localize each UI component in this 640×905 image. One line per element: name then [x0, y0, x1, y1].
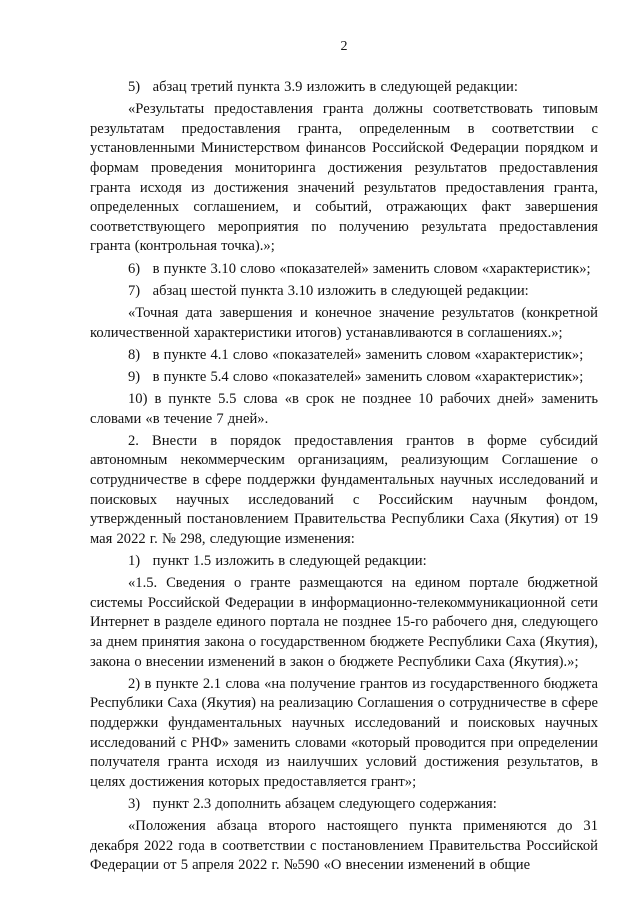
paragraph-quote-1-5: «1.5. Сведения о гранте размещаются на едином портале бюджетной системы Российской Федерации в информационно-телекоммуникационной сети Интернет в разделе единого портала не позднее 15-го рабочего дня, следующего за днем принятия закона о государственном бюджете Республики Саха (Якутия), закона о внесении изменений в закон о бюджете Республики Саха (Якутия).»;	[90, 575, 598, 670]
paragraph-item-8: 8) в пункте 4.1 слово «показателей» заменить словом «характеристик»;	[128, 346, 584, 363]
paragraph-item-6: 6) в пункте 3.10 слово «показателей» заменить словом «характеристик»;	[128, 260, 591, 277]
paragraph-quote-2-3: «Положения абзаца второго настоящего пункта применяются до 31 декабря 2022 года в соответствии с постановлением Правительства Российской Федерации от 5 апреля 2022 г. №590 «О внесении изменений в общие	[90, 818, 598, 874]
paragraph-item-1: 1) пункт 1.5 изложить в следующей редакции:	[128, 553, 427, 569]
paragraph-item-3: 3) пункт 2.3 дополнить абзацем следующего содержания:	[128, 795, 497, 812]
page-number: 2	[340, 39, 348, 54]
paragraph-quote-3-9: «Результаты предоставления гранта должны соответствовать типовым результатам предоставления гранта, определенным в соответствии с установленными Министерством финансов Российской Федерации порядком и формам проведения мониторинга достижения результатов предоставления гранта исходя из достижения значений результатов предоставления гранта, определенных соглашением, и событий, отражающих факт завершения соответствующего мероприятия по получению результата предоставления гранта (контрольная точка).»;	[90, 101, 598, 255]
paragraph-item-2: 2) в пункте 2.1 слова «на получение грантов из государственного бюджета Республики Саха (Якутия) на реализацию Соглашения о сотрудничестве в сфере поддержки фундаментальных научных исследований и поисковых научных исследований с РНФ» заменить словами «который проводится при определении получателя гранта исходя из наилучших условий достижения результатов, в целях достижения которых предоставляется грант»;	[90, 675, 598, 790]
paragraph-item-7: 7) абзац шестой пункта 3.10 изложить в следующей редакции:	[128, 282, 529, 299]
paragraph-section-2: 2. Внести в порядок предоставления грантов в форме субсидий автономным некоммерческим организациям, реализующим Соглашение о сотрудничестве в сфере поддержки фундаментальных научных исследований и поисковых научных исследований с Российским научным фондом, утвержденный постановлением Правительства Республики Саха (Якутия) от 19 мая 2022 г. № 298, следующие изменения:	[90, 432, 598, 547]
paragraph-item-9: 9) в пункте 5.4 слово «показателей» заменить словом «характеристик»;	[128, 368, 584, 385]
paragraph-quote-3-10: «Точная дата завершения и конечное значение результатов (конкретной количественной характеристики итогов) устанавливаются в соглашениях.»;	[90, 304, 598, 341]
paragraph-item-5: 5) абзац третий пункта 3.9 изложить в следующей редакции:	[128, 79, 518, 95]
paragraph-item-10: 10) в пункте 5.5 слова «в срок не позднее 10 рабочих дней» заменить словами «в течение 7 дней».	[90, 391, 598, 427]
document-page	[90, 38, 598, 878]
